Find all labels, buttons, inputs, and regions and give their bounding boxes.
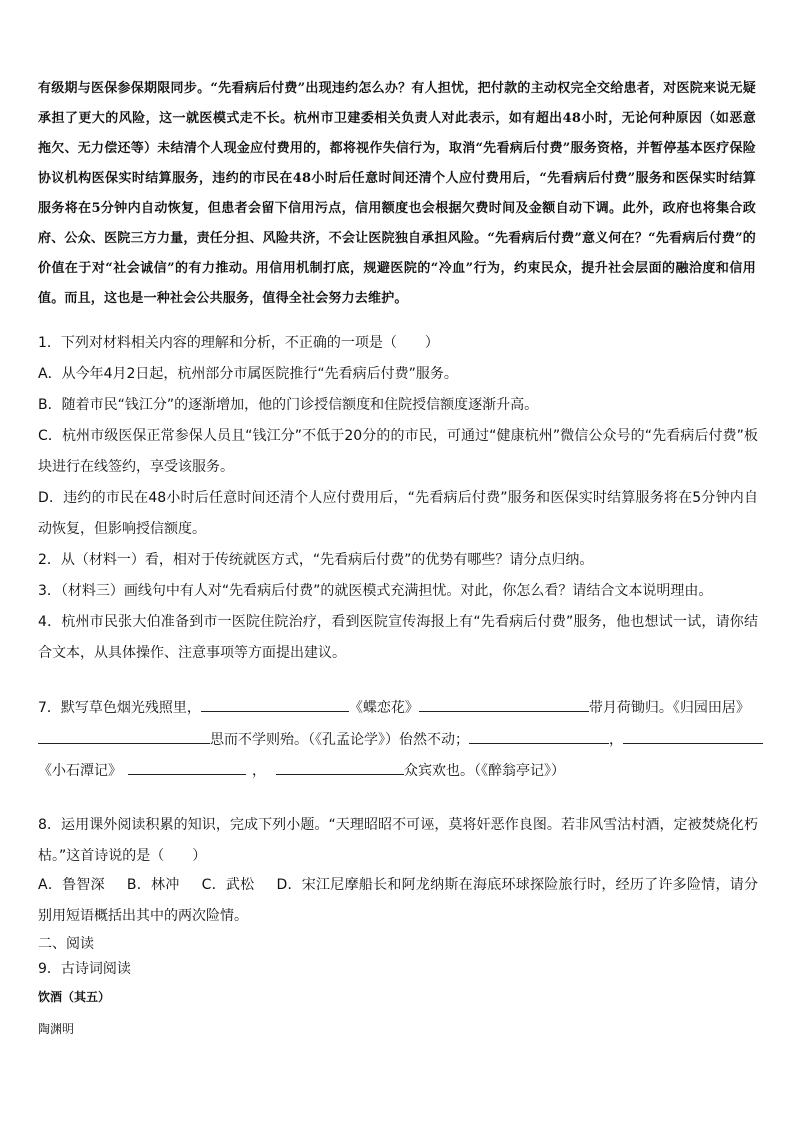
question-7-line-3 <box>38 760 758 780</box>
poem-author: 陶渊明 <box>38 1022 75 1036</box>
q7-comma-1: ， <box>609 732 623 748</box>
q7-line-1-end: 带月荷锄归。《归园田居》 <box>588 700 750 716</box>
question-2: 2．从（材料一）看，相对于传统就医方式，“先看病后付费”的优势有哪些？请分点归纳。 <box>38 552 594 568</box>
q7-line-3-end: 众宾欢也。（《醉翁亭记》） <box>404 763 565 779</box>
question-7-line-1 <box>38 697 758 717</box>
question-3: 3．（材料三）画线句中有人对“先看病后付费”的就医模式充满担忧。对此，你怎么看？请结合文本说明理由。 <box>38 583 713 599</box>
question-4: 4．杭州市民张大伯准备到市一医院住院治疗，看到医院宣传海报上有“先看病后付费”服务，他也想试一试，请你结合文本，从具体操作、注意事项等方面提出建议。 <box>38 614 758 661</box>
passage-text: 有级期与医保参保期限同步。“先看病后付费”出现违约怎么办？有人担忧，把付款的主动权完全交给患者，对医院来说无疑承担了更大的风险，这一就医模式走不长。杭州市卫建委相关负责人对此表示，如有超出48小时，无论何种原因（如恶意拖欠、无力偿还等）未结清个人现金应付费用的，都将视作失信行为，取消“先看病后付费”服务资格，并暂停基本医疗保险协议机构医保实时结算服务，违约的市民在48小时后任意时间还清个人应付费用后，“先看病后付费”服务和医保实时结算服务将在5分钟内自动恢复，但患者会留下信用污点，信用额度也会根据欠费时间及金额自动下调。此外，政府也将集合政府、公众、医院三方力量，责任分担、风险共济，不会让医院独自承担风险。“先看病后付费”意义何在？“先看病后付费”的价值在于对“社会诚信”的有力推动。用信用机制打底，规避医院的“冷血”行为，约束民众，提升社会层面的融洽度和信用值。而且，这也是一种社会公共服务，值得全社会努力去维护。 <box>38 81 756 306</box>
question-8-stem: 8．运用课外阅读积累的知识，完成下列小题。“天理昭昭不可诬，莫将奸恶作良图。若非风雪沽村酒，定被焚烧化朽枯。”这首诗说的是（ ） <box>38 817 758 864</box>
question-1-option-c: C．杭州市级医保正常参保人员且“钱江分”不低于20分的的市民，可通过“健康杭州”微信公众号的“先看病后付费”板块进行在线签约，享受该服务。 <box>38 428 758 475</box>
question-1-option-b: B．随着市民“钱江分”的逐渐增加，他的门诊授信额度和住院授信额度逐渐升高。 <box>38 397 539 413</box>
question-9: 9．古诗词阅读 <box>38 961 131 977</box>
poem-title: 饮酒（其五） <box>38 990 111 1004</box>
q7-source-3: 《小石潭记》 <box>38 763 122 779</box>
q7-blank-1[interactable] <box>201 697 349 712</box>
q7-line-2-text: 思而不学则殆。（《孔孟论学》）佁然不动； <box>210 732 469 748</box>
q7-source-1: 《蝶恋花》 <box>348 700 419 716</box>
question-1-option-d: D．违约的市民在48小时后任意时间还清个人应付费用后，“先看病后付费”服务和医保实时结算服务将在5分钟内自动恢复，但影响授信额度。 <box>38 490 758 537</box>
question-7-line-2 <box>38 729 758 749</box>
q7-prompt: 7．默写草色烟光残照里， <box>38 700 201 716</box>
q7-blank-5[interactable] <box>623 729 763 744</box>
q7-blank-4[interactable] <box>469 729 609 744</box>
q7-blank-3[interactable] <box>38 729 210 744</box>
q8-option-d: D．宋江 <box>276 877 331 893</box>
question-1-stem: 1．下列对材料相关内容的理解和分析，不正确的一项是（ ） <box>38 335 439 351</box>
q7-comma-2: ， <box>252 763 266 779</box>
q7-blank-7[interactable] <box>276 760 404 775</box>
q8-option-b: B．林冲 <box>126 877 180 893</box>
q8-option-c: C．武松 <box>201 877 255 893</box>
question-8-options <box>38 870 758 932</box>
question-1-option-a: A．从今年4月2日起，杭州部分市属医院推行“先看病后付费”服务。 <box>38 366 458 382</box>
q7-blank-6[interactable] <box>128 760 246 775</box>
q7-blank-2[interactable] <box>419 697 589 712</box>
section-heading: 二、阅读 <box>38 936 94 952</box>
q8-extra: 尼摩船长和阿龙纳斯在海底环球探险旅行时，经历了许多险情，请分别用短语概括出其中的两次险情。 <box>38 877 759 924</box>
q8-option-a: A．鲁智深 <box>38 877 105 893</box>
